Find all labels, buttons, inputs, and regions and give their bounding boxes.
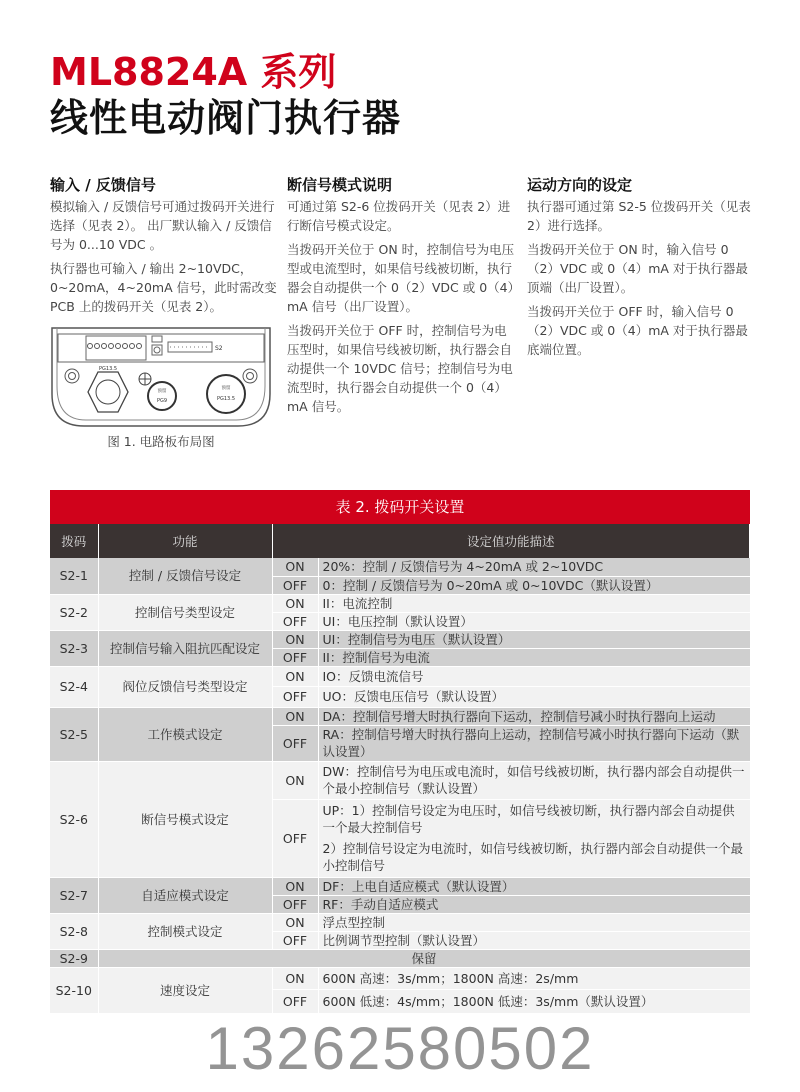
setting-description [318,558,750,576]
switch-function: 控制信号类型设定 [98,594,272,630]
setting-description [318,989,750,1013]
switch-code: S2-6 [50,761,98,877]
description-text: DW：控制信号为电压或电流时，如信号线被切断，执行器内部会自动提供一个最小控制信号（默认设置） [322,764,745,796]
switch-code: S2-7 [50,877,98,913]
gland-pg135-label: PG13.5 [99,366,118,372]
switch-code: S2-9 [50,949,98,967]
setting-description [318,648,750,666]
switch-code: S2-10 [50,967,98,1013]
switch-function: 工作模式设定 [98,707,272,761]
switch-code: S2-2 [50,594,98,630]
series-title: ML8824A 系列 [50,50,337,94]
description-text: 20%：控制 / 反馈信号为 4~20mA 或 2~10VDC [322,559,604,575]
description-text: 600N 高速：3s/mm；1800N 高速：2s/mm [322,970,579,986]
switch-function: 控制 / 反馈信号设定 [98,558,272,594]
switch-code: S2-1 [50,558,98,594]
description-text: 0：控制 / 反馈信号为 0~20mA 或 0~10VDC（默认设置） [322,577,659,593]
switch-state: OFF [272,686,318,707]
switch-state: ON [272,913,318,931]
switch-code: S2-8 [50,913,98,949]
setting-description [318,877,750,895]
section-heading: 运动方向的设定 [527,176,633,194]
watermark: 13262580502 [205,1014,595,1082]
table-row [50,949,750,967]
description-text: IO：反馈电流信号 [322,668,424,684]
switch-state: OFF [272,895,318,913]
description-text: UI：电压控制（默认设置） [322,613,473,629]
switch-state: OFF [272,725,318,761]
paragraph: 当拨码开关位于 OFF 时，控制信号为电压型时，如果信号线被切断，执行器会自动提供一个 10VDC 信号；控制信号为电流型时，执行器会自动提供一个 0（4）mA 信号。 [287,323,513,414]
switch-state: OFF [272,576,318,594]
paragraph: 当拨码开关位于 ON 时，控制信号为电压型或电流型时，如果信号线被切断，执行器会自动提供一个 0（2）VDC 或 0（4）mA 信号（出厂设置）。 [287,242,515,314]
header-code: 拨码 [50,524,98,558]
paragraph: 执行器也可输入 / 输出 2~10VDC，0~20mA，4~20mA 信号，此时需改变 PCB 上的拨码开关（见表 2）。 [50,261,277,314]
switch-state: OFF [272,989,318,1013]
description-text: 比例调节型控制（默认设置） [322,932,486,948]
switch-state: OFF [272,612,318,630]
switch-function: 阀位反馈信号类型设定 [98,666,272,707]
switch-code: S2-5 [50,707,98,761]
switch-state: ON [272,877,318,895]
setting-description [318,594,750,612]
setting-description [318,931,750,949]
dip-switch-table [50,490,750,1082]
switch-function: 速度设定 [98,967,272,1013]
setting-description [318,576,750,594]
description-text: UI：控制信号为电压（默认设置） [322,631,511,647]
table-row [50,594,750,612]
paragraph: 模拟输入 / 反馈信号可通过拨码开关进行选择（见表 2）。 出厂默认输入 / 反馈信号为 0...10 VDC 。 [50,199,275,252]
setting-description [318,761,750,799]
table-row [50,558,750,576]
gland-pg9-top: 预留 [157,389,167,394]
table-row [50,913,750,931]
switch-function: 断信号模式设定 [98,761,272,877]
description-text: UO：反馈电压信号（默认设置） [322,689,504,704]
description-text: RA：控制信号增大时执行器向上运动，控制信号减小时执行器向下运动（默认设置） [322,727,740,759]
switch-code: S2-3 [50,630,98,666]
setting-description [318,612,750,630]
description-text: II：电流控制 [322,595,393,611]
switch-state: ON [272,594,318,612]
table-row [50,707,750,725]
description-text: II：控制信号为电流 [322,649,430,665]
table-row [50,630,750,648]
switch-state: ON [272,707,318,725]
description-text: UP：1）控制信号设定为电压时，如信号线被切断，执行器内部会自动提供一个最大控制信号 [322,803,735,835]
paragraph: 可通过第 S2-6 位拨码开关（见表 2）进行断信号模式设定。 [287,199,511,233]
table-row [50,967,750,989]
switch-function: 控制模式设定 [98,913,272,949]
table-caption: 表 2. 拨码开关设置 [50,490,750,524]
header-function: 功能 [98,524,272,558]
description-text: DA：控制信号增大时执行器向下运动，控制信号减小时执行器向上运动 [322,708,716,724]
figure-caption: 图 1. 电路板布局图 [107,434,215,449]
product-title: 线性电动阀门执行器 [50,96,402,140]
gland-pg9-label: PG9 [156,398,168,404]
section-signal-loss [287,174,515,421]
section-input-feedback [50,174,278,451]
section-direction [527,174,755,364]
setting-description [318,630,750,648]
pcb-layout-diagram [50,324,272,430]
description-text: RF：手动自适应模式 [322,896,439,912]
gland-reserved-top: 预留 [221,386,231,391]
setting-description [318,686,750,707]
switch-state: ON [272,967,318,989]
table-row [50,761,750,799]
section-heading: 断信号模式说明 [287,176,393,194]
description-text: 浮点型控制 [322,914,386,930]
paragraph: 当拨码开关位于 ON 时，输入信号 0（2）VDC 或 0（4）mA 对于执行器最顶端（出厂设置）。 [527,242,748,295]
switch-function: 自适应模式设定 [98,877,272,913]
switch-state: ON [272,666,318,686]
paragraph: 当拨码开关位于 OFF 时，输入信号 0（2）VDC 或 0（4）mA 对于执行器最底端位置。 [527,304,748,357]
switch-code: S2-4 [50,666,98,707]
setting-description [318,967,750,989]
table-row [50,666,750,686]
setting-description [318,725,750,761]
description-text: 600N 低速：4s/mm；1800N 低速：3s/mm（默认设置） [322,993,654,1009]
switch-function: 控制信号输入阻抗匹配设定 [98,630,272,666]
section-heading: 输入 / 反馈信号 [50,176,156,194]
setting-description [318,707,750,725]
switch-state: OFF [272,799,318,877]
switch-state: ON [272,630,318,648]
s2-label: S2 [215,345,223,352]
description-text: 2）控制信号设定为电流时，如信号线被切断，执行器内部会自动提供一个最小控制信号 [322,841,743,873]
description-text: DF：上电自适应模式（默认设置） [322,878,515,894]
table-row [50,877,750,895]
reserved-cell: 保留 [98,949,750,967]
setting-description [318,799,750,877]
paragraph: 执行器可通过第 S2-5 位拨码开关（见表 2）进行选择。 [527,199,751,233]
switch-state: ON [272,558,318,576]
setting-description [318,666,750,686]
switch-state: OFF [272,648,318,666]
setting-description [318,895,750,913]
switch-state: OFF [272,931,318,949]
header-description: 设定值功能描述 [272,524,750,558]
gland-reserved-label: PG13.5 [216,396,236,402]
setting-description [318,913,750,931]
switch-state: ON [272,761,318,799]
